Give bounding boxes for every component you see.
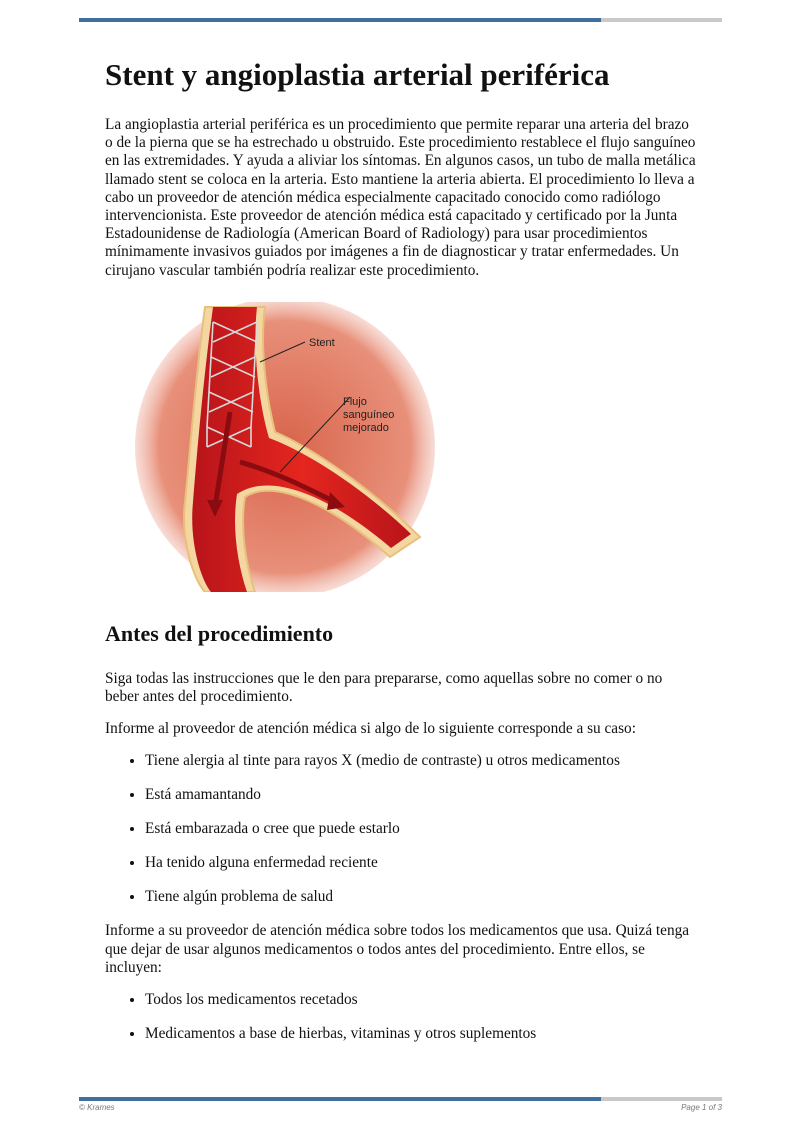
medications-list [105,991,700,1043]
list-item: • Está amamantando [145,786,700,804]
paragraph-inform: Informe al proveedor de atención médica si algo de lo siguiente corresponde a su caso: [105,720,636,738]
list-item: • Está embarazada o cree que puede estarlo [145,820,700,838]
footer-rule [79,1097,722,1101]
flow-label-line3: mejorado [343,421,389,434]
intro-paragraph: La angioplastia arterial periférica es un procedimiento que permite reparar una arteria del brazo o de la pierna que se ha estrechado u obstruido. Este procedimiento restablece el flujo sanguíneo en las extremidades. Y ayuda a aliviar los síntomas. En algunos casos, un tubo de malla metálica llamado stent se coloca en la arteria. Esto mantiene la arteria abierta. El procedimiento lo lleva a cabo un proveedor de atención médica especialmente capacitado conocido como radiólogo intervencionista. Este proveedor de atención médica está capacitado y certificado por la Junta Estadounidense de Radiología (American Board of Radiology) para usar procedimientos mínimamente invasivos guiados por imágenes a fin de diagnosticar y tratar enfermedades. Un cirujano vascular también podría realizar este procedimiento. [105,116,696,279]
stent-label: Stent [309,336,335,349]
document-title: Stent y angioplastia arterial periférica [105,57,610,92]
stent-illustration [135,302,435,592]
footer-rule-accent [79,1097,601,1101]
footer-page-number: Page 1 of 3 [681,1103,722,1112]
artery-stent-drawing [135,302,435,592]
list-item: • Todos los medicamentos recetados [145,991,700,1009]
list-item: • Tiene algún problema de salud [145,888,700,906]
header-rule-accent [79,18,601,22]
list-item: • Tiene alergia al tinte para rayos X (medio de contraste) u otros medicamentos [145,752,700,770]
flow-label-line1: Flujo [343,395,367,408]
flow-label-line2: sanguíneo [343,408,395,421]
conditions-list [105,752,700,906]
list-item: • Ha tenido alguna enfermedad reciente [145,854,700,872]
list-item: • Medicamentos a base de hierbas, vitaminas y otros suplementos [145,1025,700,1043]
paragraph-medications: Informe a su proveedor de atención médica sobre todos los medicamentos que usa. Quizá tenga que dejar de usar algunos medicamentos o todos antes del procedimiento. Entre ellos, se incluyen: [105,922,690,976]
document-body [105,56,700,1059]
footer-copyright: © Krames [79,1103,115,1112]
header-rule [79,18,722,22]
section-heading: Antes del procedimiento [105,620,334,646]
paragraph-preparation: Siga todas las instrucciones que le den para prepararse, como aquellas sobre no comer o no beber antes del procedimiento. [105,669,663,706]
